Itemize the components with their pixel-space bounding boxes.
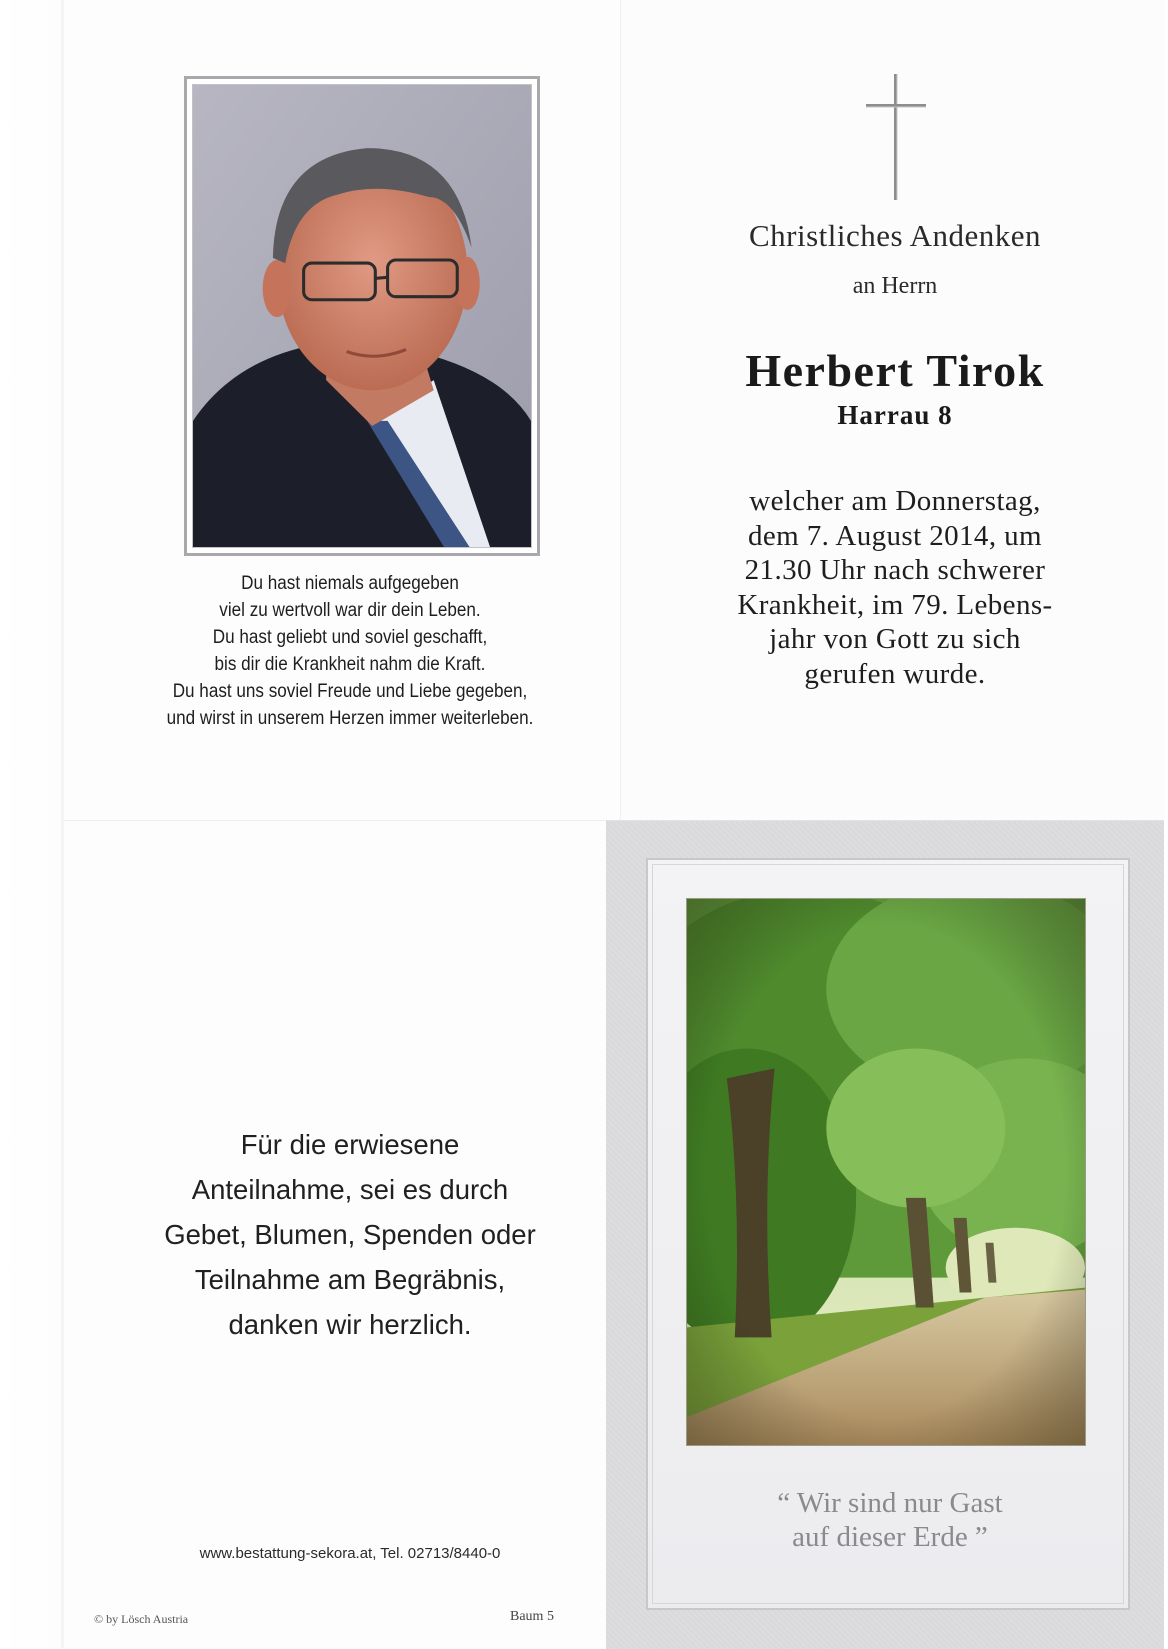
poem-line: Du hast uns soviel Freude und Liebe gegeben, xyxy=(172,681,528,702)
thanks-line: Anteilnahme, sei es durch xyxy=(191,1174,509,1205)
tree-avenue-image xyxy=(687,899,1085,1445)
notice-line: welcher am Donnerstag, xyxy=(749,485,1041,517)
notice-line: Krankheit, im 79. Lebens- xyxy=(737,588,1053,621)
thanks-line: Für die erwiesene xyxy=(240,1129,460,1160)
thanks-line: Gebet, Blumen, Spenden oder xyxy=(164,1219,536,1250)
thanks-line: danken wir herzlich. xyxy=(228,1309,472,1340)
notice-line: gerufen wurde. xyxy=(804,657,986,690)
poem-line: bis dir die Krankheit nahm die Kraft. xyxy=(214,654,486,675)
tree-avenue-picture xyxy=(686,898,1086,1446)
cross-icon xyxy=(866,74,926,204)
notice-line: 21.30 Uhr nach schwerer xyxy=(744,554,1046,586)
quote-line: auf dieser Erde ” xyxy=(792,1521,988,1553)
death-notice-text xyxy=(650,484,1140,691)
poem-line: Du hast geliebt und soviel geschafft, xyxy=(212,627,488,648)
thanks-line: Teilnahme am Begräbnis, xyxy=(194,1264,506,1295)
cover-quote xyxy=(680,1486,1100,1554)
notice-line: jahr von Gott zu sich xyxy=(769,623,1021,655)
portrait-photo xyxy=(192,84,532,548)
portrait-image xyxy=(193,85,531,547)
copyright-note: © by Lösch Austria xyxy=(94,1612,189,1626)
deceased-address: Harrau 8 xyxy=(837,400,953,430)
design-code: Baum 5 xyxy=(510,1609,554,1624)
thanks-text xyxy=(110,1122,590,1347)
portrait-photo-frame xyxy=(184,76,540,556)
memorial-subheading: an Herrn xyxy=(852,273,938,299)
notice-line: dem 7. August 2014, um xyxy=(748,519,1042,552)
quote-line: “ Wir sind nur Gast xyxy=(777,1487,1003,1519)
scan-edge xyxy=(0,0,64,1648)
poem-line: Du hast niemals aufgegeben xyxy=(241,573,459,594)
funeral-home-contact: www.bestattung-sekora.at, Tel. 02713/8440-0 xyxy=(199,1545,501,1562)
memorial-poem xyxy=(125,570,575,732)
poem-line: und wirst in unserem Herzen immer weiterleben. xyxy=(166,708,534,729)
memorial-heading: Christliches Andenken xyxy=(748,218,1042,253)
poem-line: viel zu wertvoll war dir dein Leben. xyxy=(219,600,481,621)
deceased-name: Herbert Tirok xyxy=(745,345,1045,396)
